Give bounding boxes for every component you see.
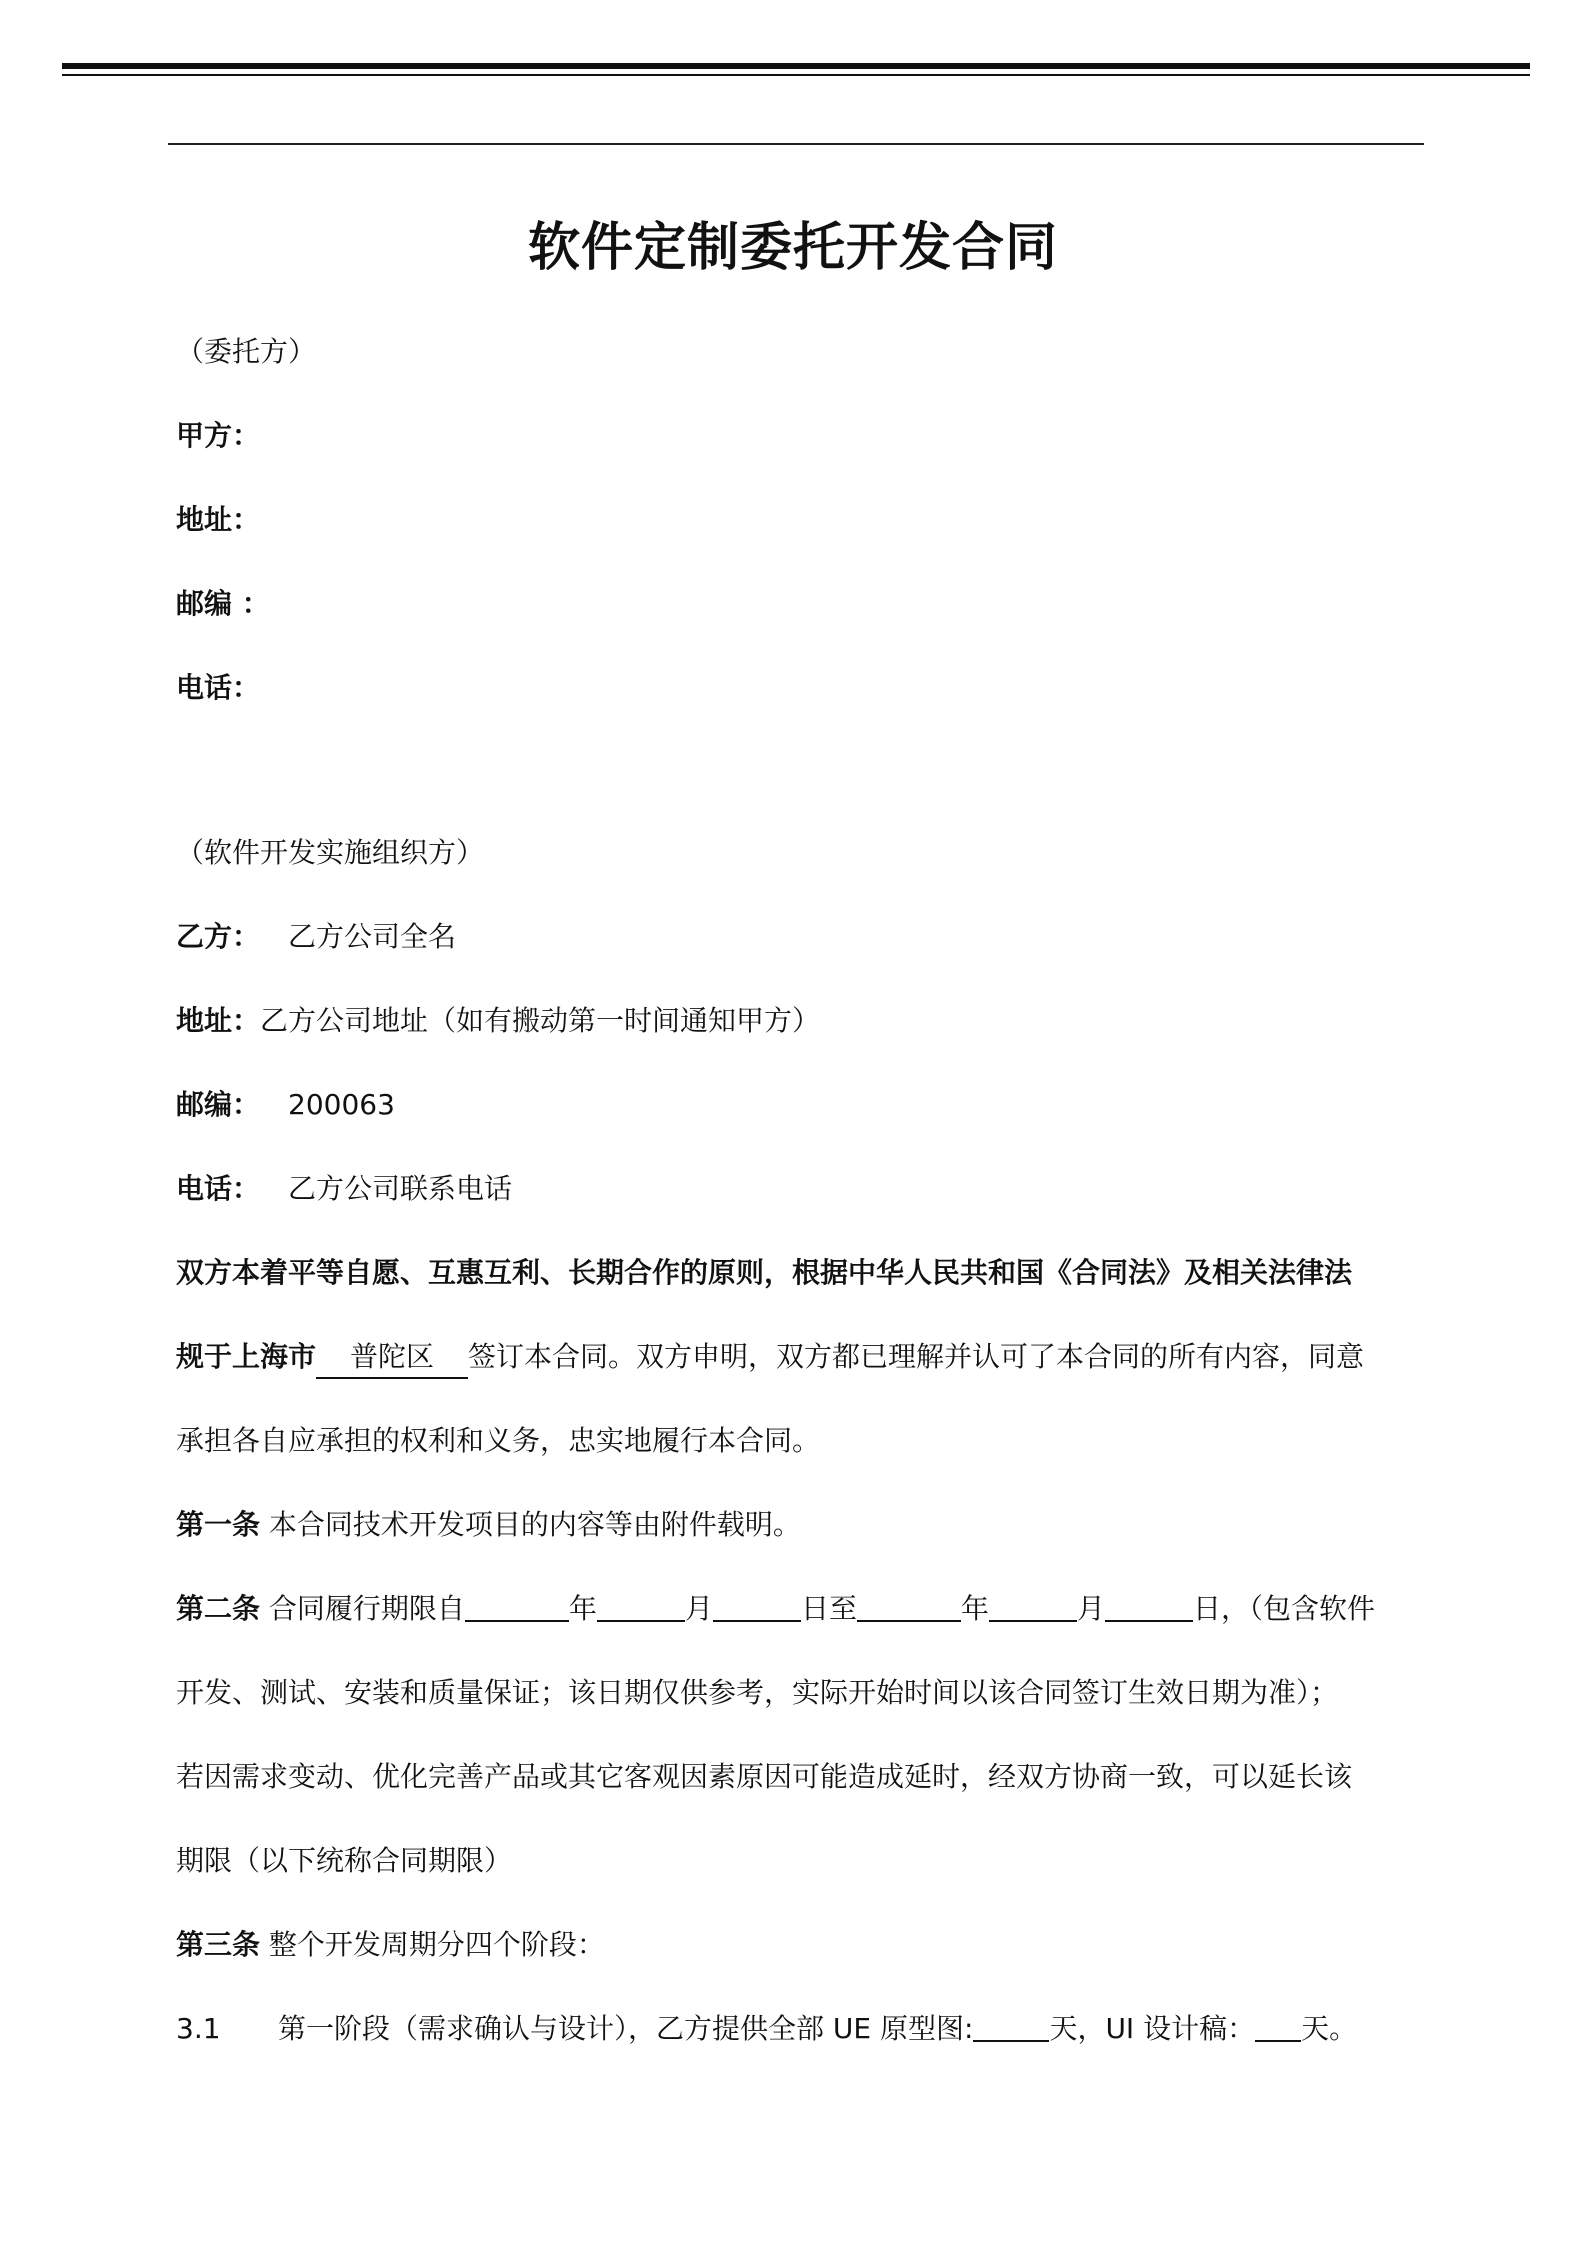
party-b-address-label: 地址： <box>176 1004 261 1037</box>
party-b-postcode-value: 200063 <box>288 1088 395 1121</box>
party-b-phone-value: 乙方公司联系电话 <box>288 1172 513 1205</box>
end-year-suffix: 年 <box>960 1592 989 1625</box>
item-number: 3.1 <box>176 2012 221 2045</box>
article-1 <box>176 1505 801 1545</box>
signing-district-blank: 普陀区 <box>316 1337 468 1379</box>
party-b-role-note: （软件开发实施组织方） <box>176 836 485 869</box>
party-b-name-label: 乙方： <box>176 920 261 953</box>
party-a-role-note: （委托方） <box>176 335 317 368</box>
preamble-line-2-after: 签订本合同。双方申明，双方都已理解并认可了本合同的所有内容，同意 <box>468 1340 1365 1373</box>
end-month-suffix: 月 <box>1077 1592 1106 1625</box>
ue-days-blank <box>973 2010 1049 2042</box>
party-b-phone-row <box>176 1169 512 1209</box>
party-b-postcode-row <box>176 1085 395 1125</box>
start-month-suffix: 月 <box>684 1592 713 1625</box>
end-month-blank <box>989 1590 1077 1622</box>
article-3-item-3-1 <box>176 2009 1357 2049</box>
end-day-blank <box>1105 1590 1193 1622</box>
article-1-text: 本合同技术开发项目的内容等由附件载明。 <box>268 1508 801 1541</box>
header-divider <box>168 143 1424 145</box>
article-3-text: 整个开发周期分四个阶段： <box>268 1928 605 1961</box>
preamble-line-2-before: 规于上海市 <box>176 1340 317 1373</box>
article-2-line-3: 若因需求变动、优化完善产品或其它客观因素原因可能造成延时，经双方协商一致，可以延长该 <box>176 1760 1353 1793</box>
preamble-line-3: 承担各自应承担的权利和义务，忠实地履行本合同。 <box>176 1424 821 1457</box>
ui-days-blank <box>1255 2010 1301 2042</box>
top-rule-thin <box>62 74 1530 76</box>
article-2-line-4: 期限（以下统称合同期限） <box>176 1844 513 1877</box>
article-2-text-start: 合同履行期限自 <box>268 1592 465 1625</box>
document-title: 软件定制委托开发合同 <box>527 218 1058 278</box>
preamble-line-2 <box>176 1337 1364 1379</box>
party-b-postcode-label: 邮编： <box>176 1088 261 1121</box>
article-1-label: 第一条 <box>176 1508 261 1541</box>
party-a-phone-label: 电话： <box>176 671 261 704</box>
start-month-blank <box>597 1590 685 1622</box>
start-day-suffix: 日至 <box>800 1592 857 1625</box>
article-3-label: 第三条 <box>176 1928 261 1961</box>
party-b-name-row <box>176 917 456 957</box>
article-3 <box>176 1925 605 1965</box>
item-text: 第一阶段（需求确认与设计），乙方提供全部 UE 原型图: <box>278 2012 974 2045</box>
start-year-suffix: 年 <box>568 1592 597 1625</box>
start-year-blank <box>465 1590 569 1622</box>
preamble-line-1: 双方本着平等自愿、互惠互利、长期合作的原则，根据中华人民共和国《合同法》及相关法律法 <box>176 1256 1353 1289</box>
party-b-address-row <box>176 1001 820 1041</box>
party-b-address-value: 乙方公司地址（如有搬动第一时间通知甲方） <box>260 1004 821 1037</box>
party-a-postcode-label: 邮编 ： <box>176 587 270 620</box>
party-a-name-label: 甲方： <box>176 419 261 452</box>
ui-days-suffix: 天。 <box>1301 2012 1358 2045</box>
article-2-line-1 <box>176 1589 1375 1629</box>
end-day-suffix: 日，（包含软件 <box>1193 1592 1376 1625</box>
party-a-address-label: 地址： <box>176 503 261 536</box>
end-year-blank <box>857 1590 961 1622</box>
article-2-line-2: 开发、测试、安装和质量保证；该日期仅供参考，实际开始时间以该合同签订生效日期为准）； <box>176 1676 1339 1709</box>
ue-days-suffix: 天，UI 设计稿： <box>1049 2012 1256 2045</box>
article-2-label: 第二条 <box>176 1592 261 1625</box>
party-b-phone-label: 电话： <box>176 1172 261 1205</box>
start-day-blank <box>713 1590 801 1622</box>
party-b-name-value: 乙方公司全名 <box>288 920 457 953</box>
top-rule-thick <box>62 63 1530 69</box>
